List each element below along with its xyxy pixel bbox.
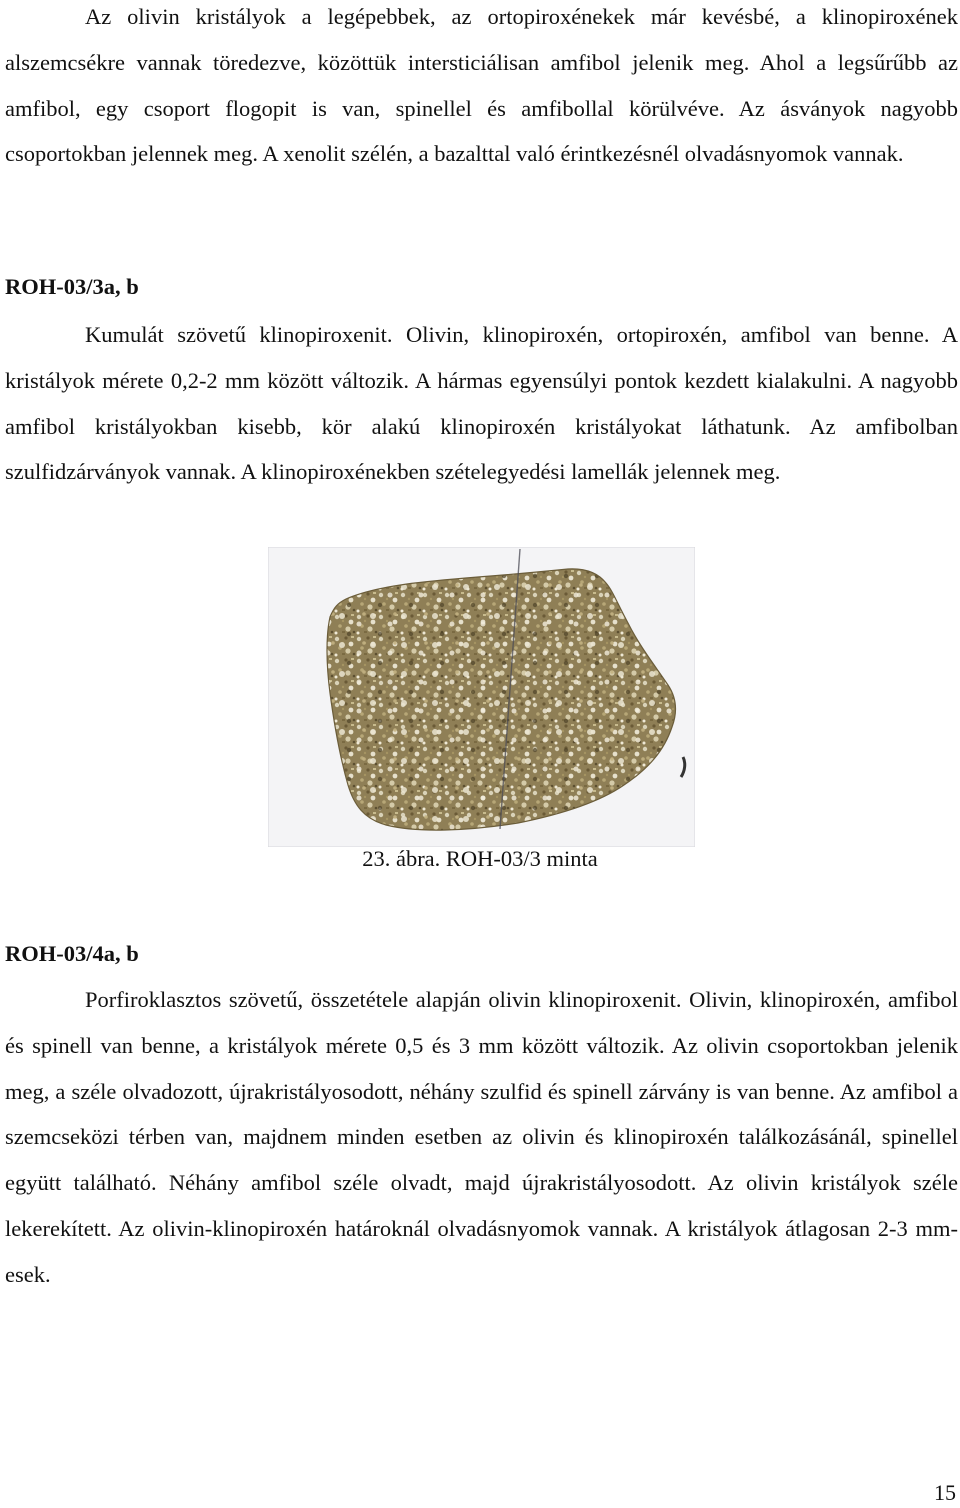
section-heading-roh-03-3: ROH-03/3a, b: [5, 274, 139, 299]
thin-section-photo: [268, 547, 695, 847]
section-body-roh-03-4: Porfiroklasztos szövetű, összetétele alapján olivin klinopiroxenit. Olivin, klinopiroxén, amfibol és spinell van benne, a kristályok mérete 0,5 és 3 mm között változik. Az olivin csoportokban jelenik meg, a széle olvadozott, újrakristályosodott, néhány szulfid és spinell zárvány is van benne. Az amfibol a szemcseközi térben van, majdnem minden esetben az olivin és klinopiroxén találkozásánál, spinellel együtt található. Néhány amfibol széle olvadt, majd újrakristályosodott. Az olivin kristályok széle lekerekített. Az olivin-klinopiroxén határoknál olvadásnyomok vannak. A kristályok átlagosan 2-3 mm-esek.: [5, 987, 958, 1287]
page-number: 15: [934, 1480, 956, 1505]
intro-paragraph: Az olivin kristályok a legépebbek, az ortopiroxénekek már kevésbé, a klinopiroxének alszemcsékre vannak töredezve, közöttük intersticiálisan amfibol jelenik meg. Ahol a legsűrűbb az amfibol, egy csoport flogopit is van, spinellel és amfibollal körülvéve. Az ásványok nagyobb csoportokban jelennek meg. A xenolit szélén, a bazalttal való érintkezésnél olvadásnyomok vannak.: [5, 4, 958, 167]
section-heading-roh-03-4: ROH-03/4a, b: [5, 941, 139, 966]
figure-caption: 23. ábra. ROH-03/3 minta: [362, 846, 598, 871]
section-body-roh-03-3: Kumulát szövetű klinopiroxenit. Olivin, klinopiroxén, ortopiroxén, amfibol van benne. A kristályok mérete 0,2-2 mm között változik. A hármas egyensúlyi pontok kezdett kialakulni. A nagyobb amfibol kristályokban kisebb, kör alakú klinopiroxén kristályokat láthatunk. Az amfibolban szulfidzárványok vannak. A klinopiroxénekben szételegyedési lamellák jelennek meg.: [5, 322, 958, 485]
